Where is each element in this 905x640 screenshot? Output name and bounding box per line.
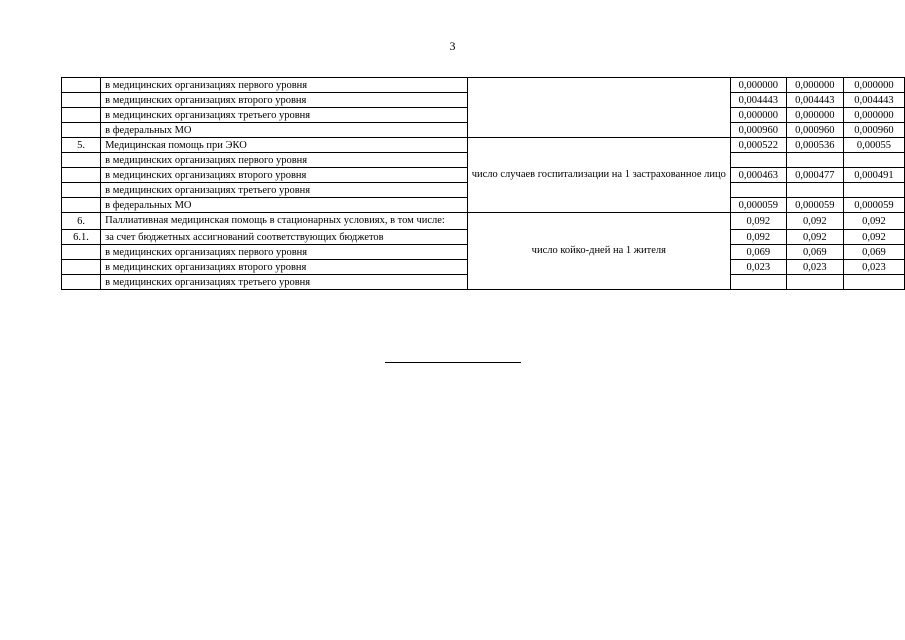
unit-eko: число случаев госпитализации на 1 застрахованное лицо xyxy=(467,138,730,213)
value-year-2 xyxy=(786,275,843,290)
value-year-1: 0,000960 xyxy=(730,123,786,138)
value-year-1: 0,092 xyxy=(730,213,786,230)
table-row xyxy=(62,78,905,93)
row-name: в медицинских организациях второго уровня xyxy=(101,168,468,183)
value-year-3: 0,023 xyxy=(843,260,904,275)
value-year-3: 0,092 xyxy=(843,213,904,230)
row-number: 6.1. xyxy=(62,230,101,245)
value-year-1: 0,023 xyxy=(730,260,786,275)
row-name: Паллиативная медицинская помощь в стационарных условиях, в том числе: xyxy=(101,213,468,230)
value-year-3 xyxy=(843,275,904,290)
value-year-2: 0,000000 xyxy=(786,78,843,93)
row-number xyxy=(62,245,101,260)
value-year-2: 0,069 xyxy=(786,245,843,260)
value-year-3: 0,000059 xyxy=(843,198,904,213)
value-year-1: 0,000000 xyxy=(730,108,786,123)
value-year-1: 0,092 xyxy=(730,230,786,245)
row-name: в медицинских организациях третьего уровня xyxy=(101,108,468,123)
value-year-2: 0,092 xyxy=(786,213,843,230)
value-year-3: 0,092 xyxy=(843,230,904,245)
value-year-3 xyxy=(843,153,904,168)
row-number xyxy=(62,108,101,123)
value-year-3: 0,00055 xyxy=(843,138,904,153)
value-year-1 xyxy=(730,275,786,290)
norms-table xyxy=(61,77,905,290)
row-name: за счет бюджетных ассигнований соответствующих бюджетов xyxy=(101,230,468,245)
value-year-2: 0,000536 xyxy=(786,138,843,153)
row-number xyxy=(62,168,101,183)
value-year-1: 0,069 xyxy=(730,245,786,260)
value-year-3: 0,000491 xyxy=(843,168,904,183)
row-number xyxy=(62,93,101,108)
value-year-2: 0,000059 xyxy=(786,198,843,213)
value-year-1 xyxy=(730,153,786,168)
value-year-2 xyxy=(786,153,843,168)
footnote-divider xyxy=(385,362,521,363)
value-year-2: 0,092 xyxy=(786,230,843,245)
value-year-3 xyxy=(843,183,904,198)
value-year-2: 0,000960 xyxy=(786,123,843,138)
row-name: в федеральных МО xyxy=(101,198,468,213)
row-name: в медицинских организациях первого уровня xyxy=(101,153,468,168)
row-name: в медицинских организациях третьего уровня xyxy=(101,275,468,290)
row-name: в медицинских организациях третьего уровня xyxy=(101,183,468,198)
value-year-3: 0,000000 xyxy=(843,108,904,123)
value-year-1: 0,000522 xyxy=(730,138,786,153)
row-name: в медицинских организациях второго уровня xyxy=(101,260,468,275)
value-year-2 xyxy=(786,183,843,198)
row-number: 6. xyxy=(62,213,101,230)
value-year-2: 0,000477 xyxy=(786,168,843,183)
value-year-1: 0,004443 xyxy=(730,93,786,108)
row-name: в медицинских организациях первого уровня xyxy=(101,78,468,93)
value-year-1: 0,000059 xyxy=(730,198,786,213)
row-number xyxy=(62,78,101,93)
value-year-3: 0,069 xyxy=(843,245,904,260)
row-number xyxy=(62,275,101,290)
value-year-2: 0,004443 xyxy=(786,93,843,108)
row-number xyxy=(62,198,101,213)
value-year-3: 0,004443 xyxy=(843,93,904,108)
row-number xyxy=(62,183,101,198)
value-year-2: 0,000000 xyxy=(786,108,843,123)
row-name: в медицинских организациях второго уровня xyxy=(101,93,468,108)
value-year-3: 0,000000 xyxy=(843,78,904,93)
page-number: 3 xyxy=(449,39,456,53)
unit-palliative: число койко-дней на 1 жителя xyxy=(467,213,730,290)
table-row xyxy=(62,213,905,230)
row-number xyxy=(62,260,101,275)
row-number xyxy=(62,123,101,138)
value-year-2: 0,023 xyxy=(786,260,843,275)
value-year-1: 0,000000 xyxy=(730,78,786,93)
value-year-3: 0,000960 xyxy=(843,123,904,138)
row-name: в федеральных МО xyxy=(101,123,468,138)
row-number: 5. xyxy=(62,138,101,153)
row-number xyxy=(62,153,101,168)
unit-cell-empty xyxy=(467,78,730,138)
row-name: Медицинская помощь при ЭКО xyxy=(101,138,468,153)
table-row xyxy=(62,138,905,153)
value-year-1: 0,000463 xyxy=(730,168,786,183)
value-year-1 xyxy=(730,183,786,198)
row-name: в медицинских организациях первого уровня xyxy=(101,245,468,260)
